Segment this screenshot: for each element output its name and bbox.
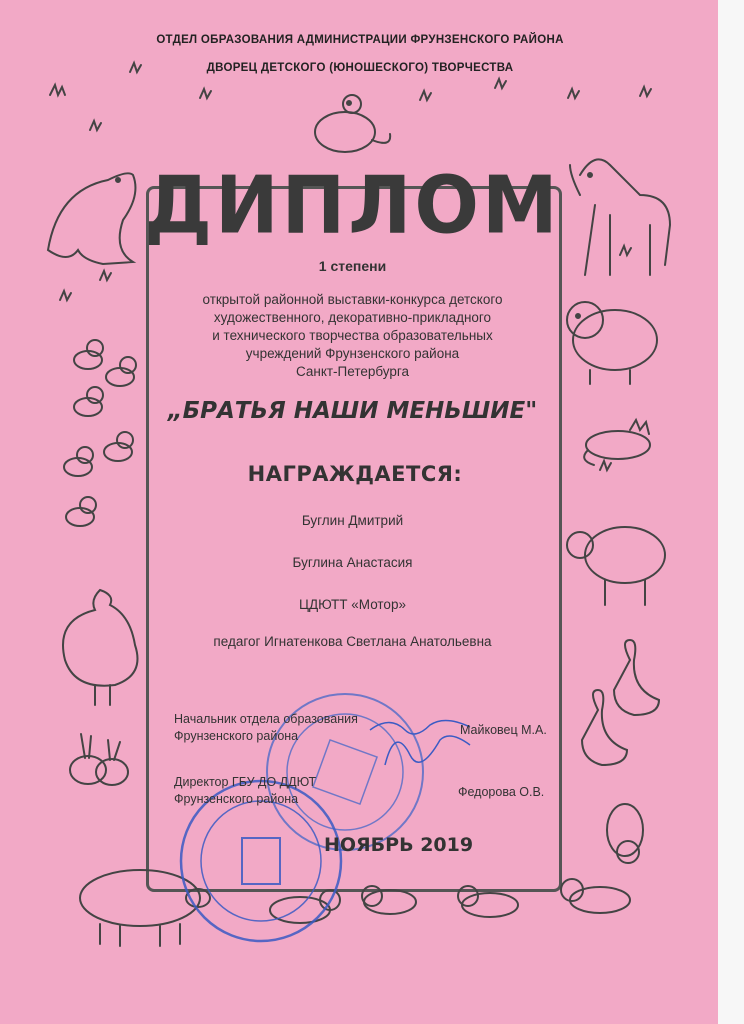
diploma-title: ДИПЛОМ	[144, 157, 561, 252]
header-line-2: ДВОРЕЦ ДЕТСКОГО (ЮНОШЕСКОГО) ТВОРЧЕСТВА	[206, 62, 514, 74]
recipient-1: Буглин Дмитрий	[301, 513, 404, 528]
recipient-2: Буглина Анастасия	[292, 555, 413, 570]
goose-icon	[582, 640, 659, 765]
recipient-3: ЦДЮТТ «Мотор»	[299, 597, 406, 612]
signatory-1-title	[174, 711, 358, 745]
description-line: художественного, декоративно-прикладного	[213, 310, 492, 325]
contest-name: „БРАТЬЯ НАШИ МЕНЬШИЕ"	[167, 398, 538, 424]
signatory-2-name: Федорова О.В.	[458, 785, 545, 799]
signatory-1-name: Майковец М.А.	[460, 723, 547, 737]
signatory-2-title-line: Фрунзенского района	[174, 792, 299, 806]
contest-description	[0, 291, 705, 381]
description-line: открытой районной выставки-конкурса детского	[202, 292, 503, 307]
signatory-2-title-line: Директор ГБУ ДО ДДЮТ	[174, 775, 317, 789]
awarded-label: НАГРАЖДАЕТСЯ:	[247, 462, 463, 486]
description-line: учреждений Фрунзенского района	[245, 346, 460, 361]
recipient-4: педагог Игнатенкова Светлана Анатольевна	[213, 634, 492, 649]
cat-icon	[584, 420, 650, 465]
rabbit-icon	[70, 734, 128, 785]
issue-date: НОЯБРЬ 2019	[324, 834, 474, 856]
description-line: Санкт-Петербурга	[295, 364, 410, 379]
description-line: и технического творчества образовательных	[212, 328, 493, 343]
signatory-2-title	[174, 774, 316, 808]
handwritten-signature	[365, 710, 485, 780]
degree-label: 1 степени	[318, 258, 387, 274]
signatory-1-title-line: Начальник отдела образования	[174, 712, 358, 726]
mouse-icon	[315, 95, 390, 152]
header-line-1: ОТДЕЛ ОБРАЗОВАНИЯ АДМИНИСТРАЦИИ ФРУНЗЕНСКОГО РАЙОНА	[156, 34, 564, 46]
signatory-1-title-line: Фрунзенского района	[174, 729, 299, 743]
